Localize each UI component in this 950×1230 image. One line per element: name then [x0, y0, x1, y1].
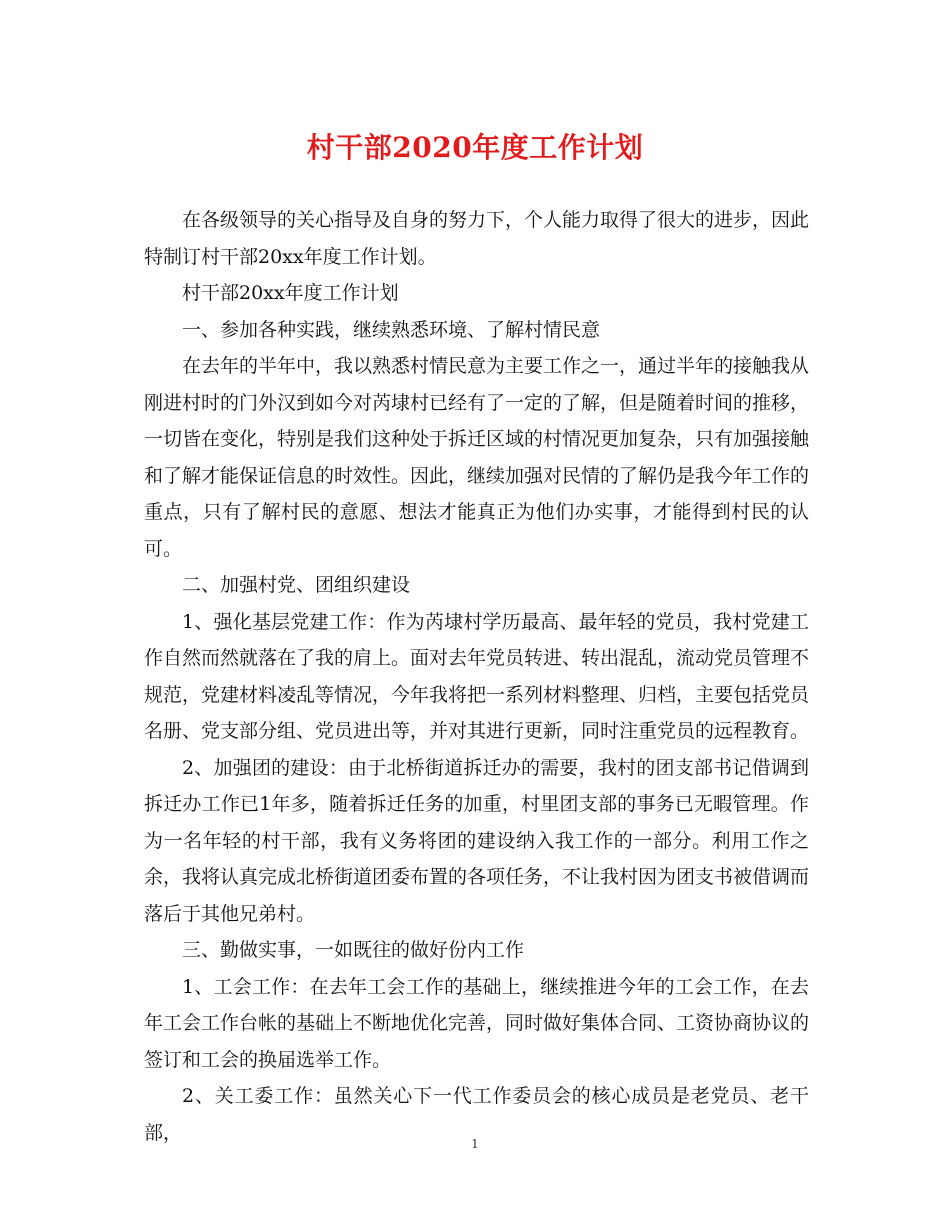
section-heading-3: 三、勤做实事，一如既往的做好份内工作: [182, 939, 525, 961]
section-3-item-1: 1、工会工作：在去年工会工作的基础上，继续推进今年的工会工作，在去年工会工作台帐的基础上不断地优化完善，同时做好集体合同、工资协商协议的签订和工会的换届选举工作。: [144, 975, 810, 1071]
section-3-item-2: 2、关工委工作：虽然关心下一代工作委员会的核心成员是老党员、老干部，: [144, 1085, 809, 1144]
section-1-paragraph: 在去年的半年中，我以熟悉村情民意为主要工作之一，通过半年的接触我从刚进村时的门外汉到如今对芮埭村已经有了一定的了解，但是随着时间的推移，一切皆在变化，特别是我们这种处于拆迁区域的村情况更加复杂，只有加强接触和了解才能保证信息的时效性。因此，继续加强对民情的了解仍是我今年工作的重点，只有了解村民的意愿、想法才能真正为他们办实事，才能得到村民的认可。: [144, 355, 810, 560]
document-title: 村干部2020年度工作计划: [306, 131, 644, 164]
section-heading-1: 一、参加各种实践，继续熟悉环境、了解村情民意: [182, 318, 601, 341]
intro-paragraph: 在各级领导的关心指导及自身的努力下，个人能力取得了很大的进步，因此特制订村干部20xx年度工作计划。: [144, 209, 810, 268]
plan-subtitle: 村干部20xx年度工作计划: [182, 282, 399, 304]
section-2-item-2: 2、加强团的建设：由于北桥街道拆迁办的需要，我村的团支部书记借调到拆迁办工作已1年多，随着拆迁任务的加重，村里团支部的事务已无暇管理。作为一名年轻的村干部，我有义务将团的建设纳入我工作的一部分。利用工作之余，我将认真完成北桥街道团委布置的各项任务，不让我村因为团支书被借调而落后于其他兄弟村。: [144, 756, 810, 925]
section-2-item-1: 1、强化基层党建工作：作为芮埭村学历最高、最年轻的党员，我村党建工作自然而然就落在了我的肩上。面对去年党员转进、转出混乱，流动党员管理不规范，党建材料凌乱等情况，今年我将把一系列材料整理、归档，主要包括党员名册、党支部分组、党员进出等，并对其进行更新，同时注重党员的远程教育。: [144, 610, 810, 742]
section-heading-2: 二、加强村党、团组织建设: [182, 574, 411, 596]
document-body: [144, 202, 809, 1151]
page-number: 1: [471, 1137, 479, 1151]
